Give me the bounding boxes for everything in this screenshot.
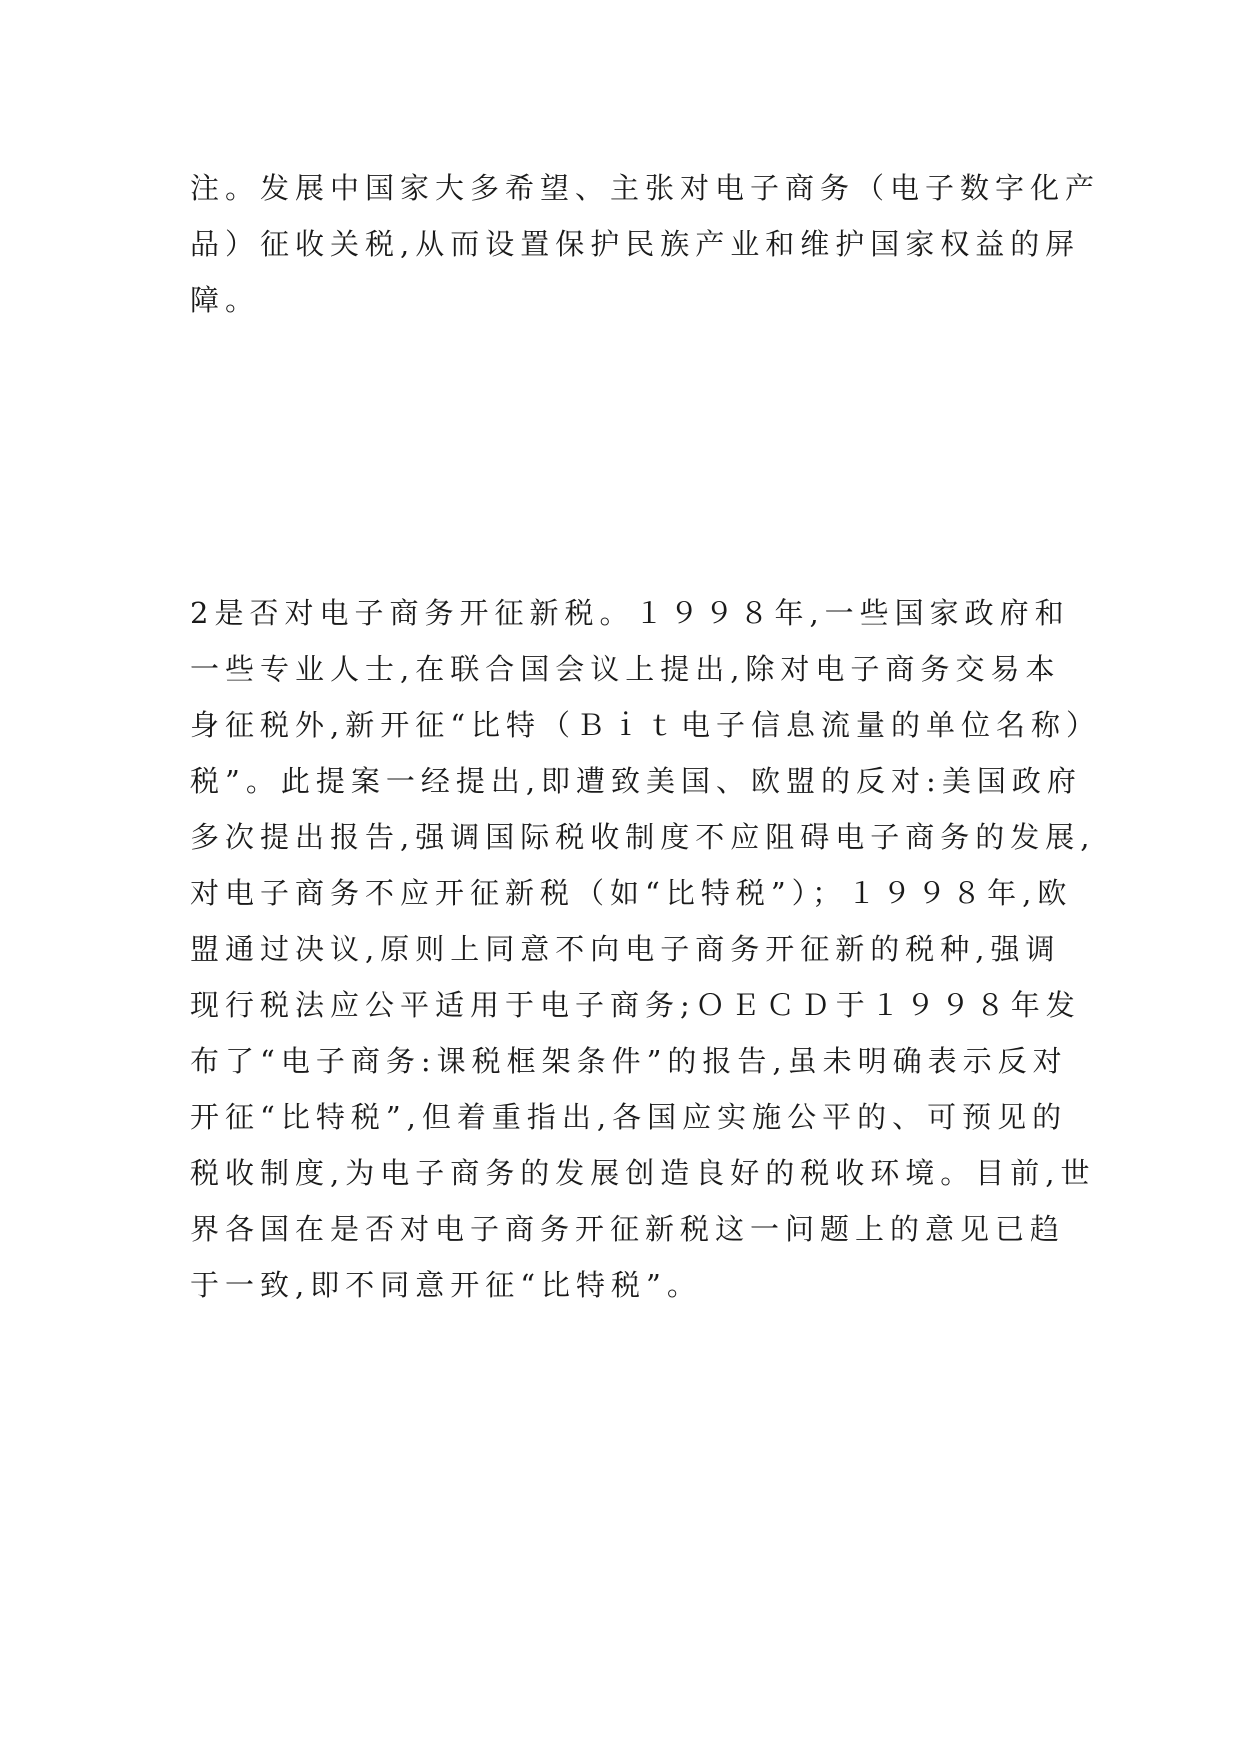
paragraph-2-line: 对电子商务不应开征新税（如“比特税”）；１９９８年,欧 <box>190 876 1073 910</box>
paragraph-2 <box>190 585 1102 1313</box>
paragraph-1 <box>190 160 1101 328</box>
paragraph-2-line: 税”。此提案一经提出,即遭致美国、欧盟的反对:美国政府 <box>190 764 1082 798</box>
paragraph-2-line: 开征“比特税”,但着重指出,各国应实施公平的、可预见的 <box>190 1100 1068 1134</box>
paragraph-1-line: 注。发展中国家大多希望、主张对电子商务（电子数字化产 <box>190 171 1101 205</box>
paragraph-1-line: 障。 <box>190 283 261 317</box>
paragraph-2-line: 身征税外,新开征“比特（Ｂｉｔ电子信息流量的单位名称） <box>190 708 1102 742</box>
paragraph-2-line: 多次提出报告,强调国际税收制度不应阻碍电子商务的发展, <box>190 820 1096 854</box>
paragraph-2-line: 盟通过决议,原则上同意不向电子商务开征新的税种,强调 <box>190 932 1061 966</box>
paragraph-2-line: 现行税法应公平适用于电子商务;ＯＥＣＤ于１９９８年发 <box>190 988 1081 1022</box>
paragraph-2-line: 界各国在是否对电子商务开征新税这一问题上的意见已趋 <box>190 1212 1066 1246</box>
paragraph-1-line: 品）征收关税,从而设置保护民族产业和维护国家权益的屏 <box>190 227 1081 261</box>
paragraph-2-line: 一些专业人士,在联合国会议上提出,除对电子商务交易本 <box>190 652 1061 686</box>
paragraph-2-line: 2是否对电子商务开征新税。１９９８年,一些国家政府和 <box>190 596 1070 630</box>
paragraph-2-line: 布了“电子商务:课税框架条件”的报告,虽未明确表示反对 <box>190 1044 1068 1078</box>
paragraph-2-line: 税收制度,为电子商务的发展创造良好的税收环境。目前,世 <box>190 1156 1096 1190</box>
paragraph-2-line: 于一致,即不同意开征“比特税”。 <box>190 1268 702 1302</box>
